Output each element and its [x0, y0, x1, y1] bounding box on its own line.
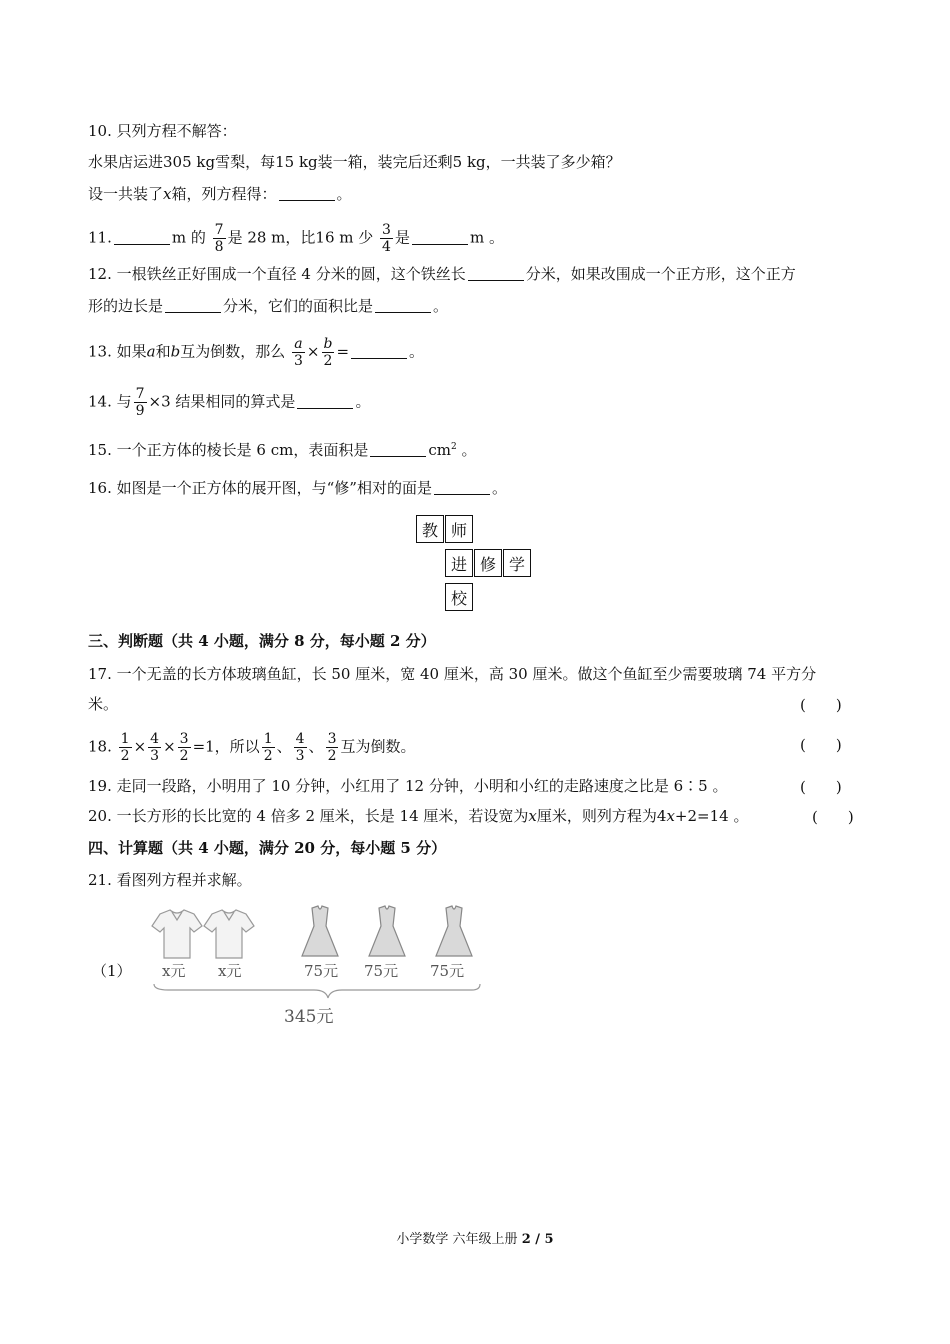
cube-net-diagram: [416, 515, 536, 611]
shirt-price-label: x元: [218, 962, 242, 980]
section-4-title: 四、计算题（共 4 小题，满分 20 分，每小题 5 分）: [88, 839, 447, 857]
q17-answer-paren[interactable]: ( ): [800, 696, 842, 714]
q11-blank-1[interactable]: [114, 230, 170, 245]
section-3-title: 三、判断题（共 4 小题，满分 8 分，每小题 2 分）: [88, 632, 436, 650]
q13: 13. 如果a和b互为倒数，那么 $\frac{a}{3}$ × $\frac{b}{2}$ = 。: [88, 336, 425, 369]
q11-blank-2[interactable]: [412, 230, 468, 245]
q17-line2: 米。: [88, 695, 119, 713]
dress-price-label: 75元: [304, 962, 339, 980]
net-face: 学: [503, 549, 531, 577]
dress-price-label: 75元: [364, 962, 399, 980]
fraction: $\frac{b}{2}$: [323, 336, 333, 369]
shirt-icon: [152, 910, 202, 958]
q17-line1: 17. 一个无盖的长方体玻璃鱼缸，长 50 厘米，宽 40 厘米，高 30 厘米。做这个鱼缸至少需要玻璃 74 平方分: [88, 665, 817, 683]
q14-blank[interactable]: [297, 394, 353, 409]
shirt-icon: [204, 910, 254, 958]
fraction: $\frac{4}{3}$: [150, 731, 160, 764]
fraction: $\frac{3}{2}$: [179, 731, 189, 764]
q21-part-label: （1）: [92, 962, 132, 980]
fraction: $\frac{a}{3}$: [294, 336, 303, 369]
total-brace: [154, 984, 480, 998]
q15: 15. 一个正方体的棱长是 6 cm，表面积是 $cm^2$ 。: [88, 441, 477, 459]
q12-blank-1[interactable]: [468, 266, 524, 281]
page-number: 2 / 5: [521, 1232, 554, 1247]
fraction: $\frac{1}{2}$: [263, 731, 273, 764]
fraction: $\frac{7}{9}$: [135, 386, 145, 419]
dress-icon: [369, 906, 405, 956]
q20: 20. 一长方形的长比宽的 4 倍多 2 厘米，长是 14 厘米，若设宽为x厘米，则列方程为4x+2=14 。: [88, 807, 749, 825]
q20-answer-paren[interactable]: ( ): [812, 808, 854, 826]
fraction: $\frac{4}{3}$: [295, 731, 305, 764]
q18: 18. $\frac{1}{2}$ × $\frac{4}{3}$ × $\frac{3}{2}$ =1，所以 $\frac{1}{2}$ 、 $\frac{4}{3}$ 、 $\frac{3}{2}$ 互为倒数。: [88, 731, 416, 764]
fraction: $\frac{3}{2}$: [327, 731, 337, 764]
dress-icon: [302, 906, 338, 956]
net-face: 教: [416, 515, 444, 543]
fraction: $\frac{3}{4}$: [382, 222, 391, 255]
total-price-label: 345元: [284, 1007, 334, 1027]
q12-line2: 形的边长是 分米，它们的面积比是 。: [88, 297, 449, 315]
q15-blank[interactable]: [370, 442, 426, 457]
net-face: 修: [474, 549, 502, 577]
q14: 14. 与 $\frac{7}{9}$ ×3 结果相同的算式是 。: [88, 386, 371, 419]
q10-setup: 设一共装了x箱，列方程得： 。: [88, 185, 352, 203]
q10-title: 10. 只列方程不解答：: [88, 122, 237, 140]
net-face: 进: [445, 549, 473, 577]
q13-blank[interactable]: [351, 344, 407, 359]
fraction: $\frac{7}{8}$: [214, 222, 224, 255]
q18-answer-paren[interactable]: ( ): [800, 736, 842, 754]
q19: 19. 走同一段路，小明用了 10 分钟，小红用了 12 分钟，小明和小红的走路速度之比是 6∶5 。: [88, 777, 728, 795]
q12-line1: 12. 一根铁丝正好围成一个直径 4 分米的圆，这个铁丝长 分米，如果改围成一个正方形，这个正方: [88, 265, 796, 283]
q16: 16. 如图是一个正方体的展开图，与“修”相对的面是 。: [88, 479, 507, 497]
page-footer: 小学数学 六年级上册 2 / 5: [396, 1232, 554, 1247]
shirt-price-label: x元: [162, 962, 186, 980]
q12-blank-3[interactable]: [375, 298, 431, 313]
q11: 11. m 的 $\frac{7}{8}$ 是 28 m，比16 m 少 $\frac{3}{4}$ 是 m 。: [88, 222, 504, 255]
q12-blank-2[interactable]: [165, 298, 221, 313]
fraction: $\frac{1}{2}$: [120, 731, 130, 764]
q21-figure: [88, 898, 488, 1028]
q19-answer-paren[interactable]: ( ): [800, 778, 842, 796]
q10-answer-blank[interactable]: [279, 186, 335, 201]
q10-problem: 水果店运进305 kg雪梨，每15 kg装一箱，装完后还剩5 kg，一共装了多少箱？: [88, 153, 621, 171]
q21-title: 21. 看图列方程并求解。: [88, 871, 252, 889]
dress-price-label: 75元: [430, 962, 465, 980]
net-face: 师: [445, 515, 473, 543]
q16-blank[interactable]: [434, 480, 490, 495]
dress-icon: [436, 906, 472, 956]
net-face: 校: [445, 583, 473, 611]
